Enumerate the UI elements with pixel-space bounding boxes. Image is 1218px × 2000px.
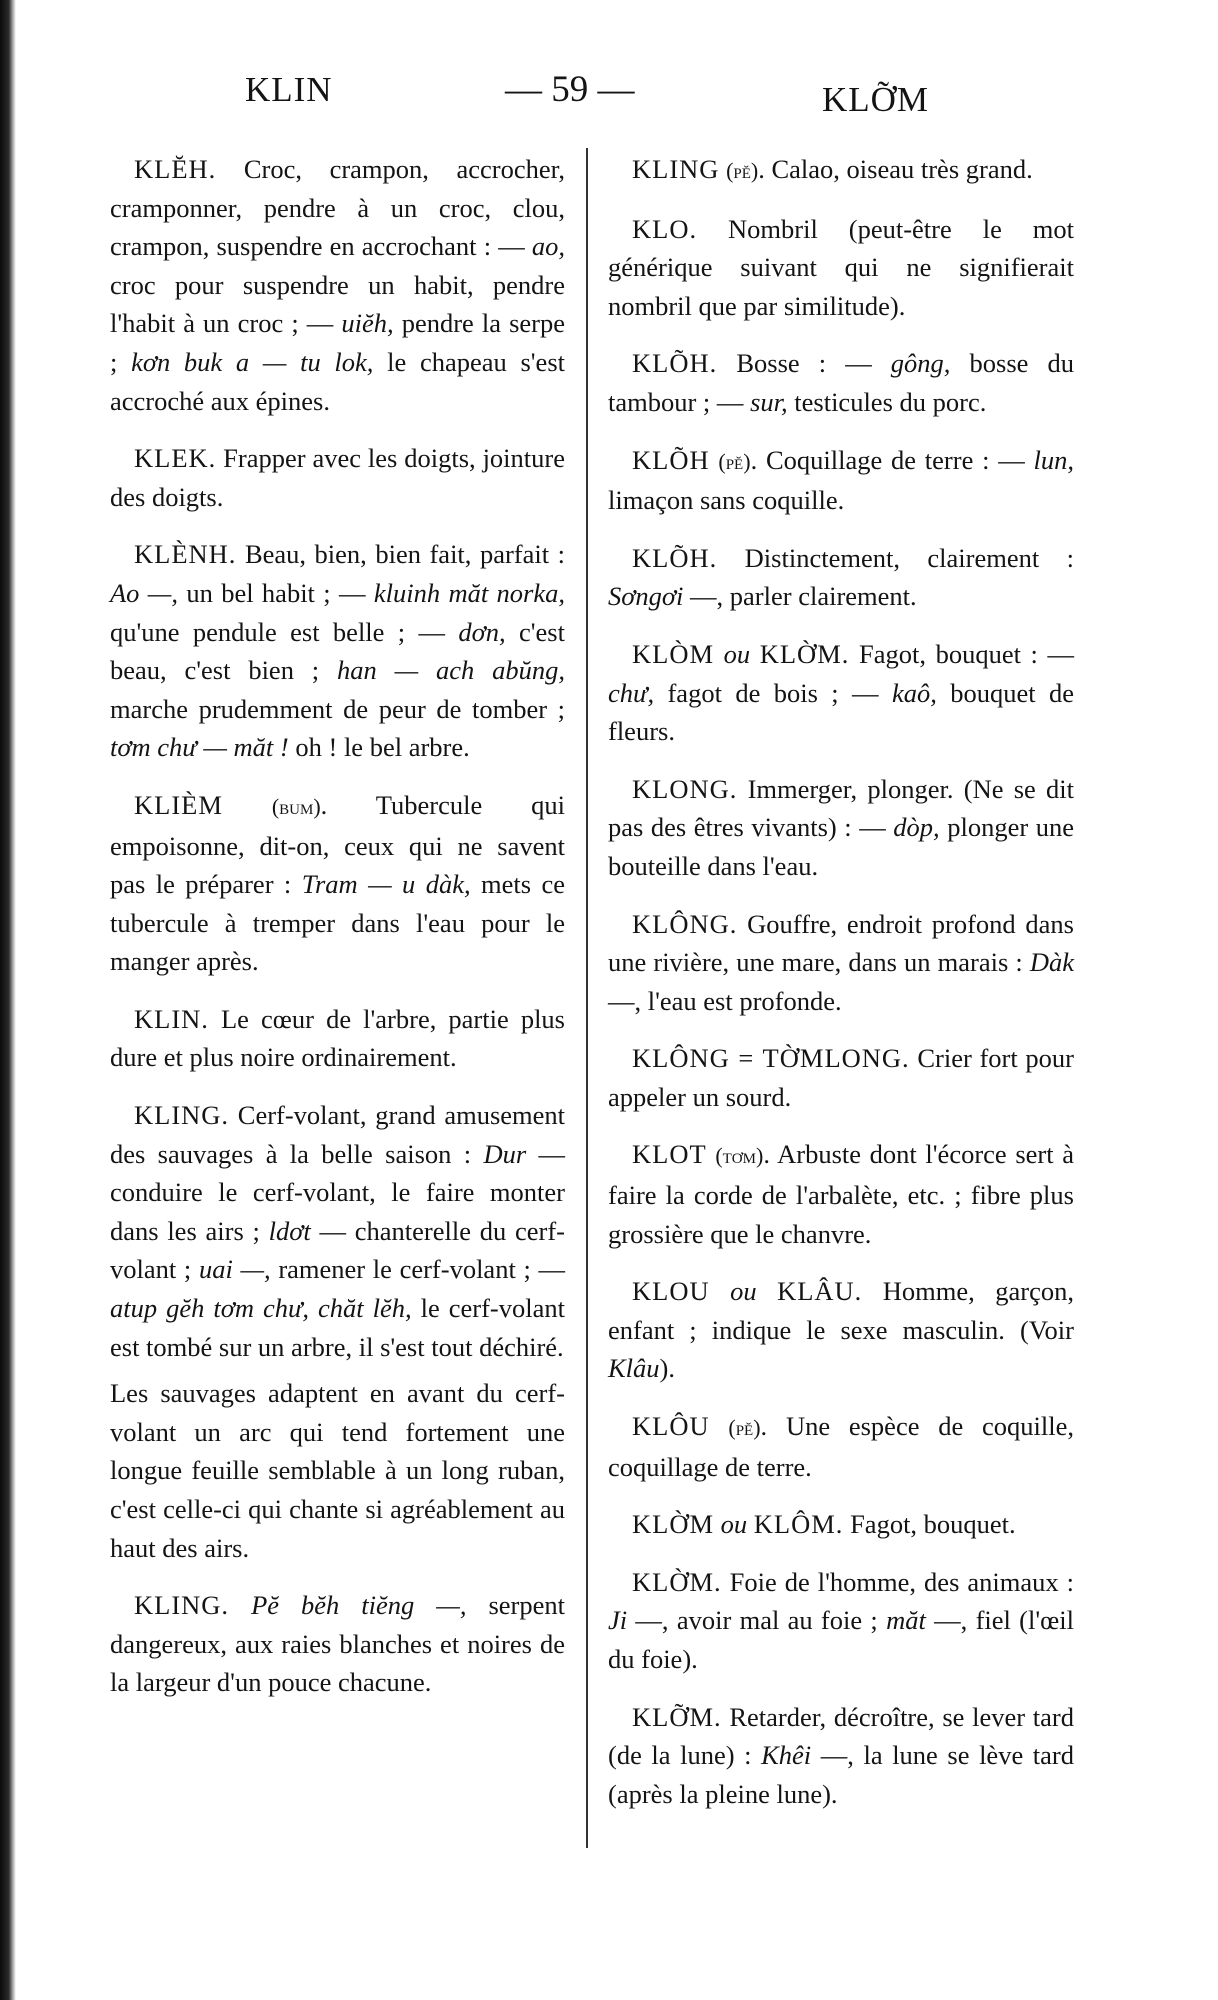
definition: . Tubercule qui empoisonne, dit-on, ceux qui ne savent pas le préparer : bbox=[110, 789, 565, 900]
definition: pendre la serpe ; bbox=[110, 308, 565, 377]
definition: bouquet de fleurs. bbox=[608, 677, 1074, 747]
definition: marche prudemment de peur de tomber ; bbox=[110, 693, 565, 724]
example: kaô, bbox=[891, 677, 937, 708]
definition: Fagot, bouquet : — bbox=[849, 638, 1075, 669]
headword: KLIÈM bbox=[134, 789, 223, 820]
definition: bosse du tambour ; — bbox=[608, 348, 1074, 417]
example: uai —, bbox=[198, 1254, 271, 1285]
dictionary-entry bbox=[608, 1039, 1074, 1116]
definition: — chanterelle du cerf-volant ; bbox=[110, 1215, 565, 1285]
definition: testicules du porc. bbox=[787, 386, 987, 417]
headword: KLĔH. bbox=[134, 154, 217, 184]
example: atup gĕh tơm chư, chăt lĕh, bbox=[110, 1293, 412, 1324]
dictionary-entry bbox=[608, 1698, 1074, 1814]
example: lun, bbox=[1033, 444, 1075, 475]
definition: . Calao, oiseau très grand. bbox=[758, 154, 1033, 184]
definition: —, fiel (l'œil du foie). bbox=[608, 1605, 1074, 1674]
definition: le cerf-volant est tombé sur un arbre, il s'est tout déchiré. bbox=[110, 1293, 565, 1362]
example: Dur bbox=[483, 1138, 527, 1169]
dictionary-entry bbox=[608, 1563, 1074, 1679]
example: Ao —, bbox=[110, 577, 178, 608]
definition: Immerger, plonger. (Ne se dit pas des êtres vivants) : — bbox=[608, 773, 1074, 843]
dictionary-entry bbox=[110, 1000, 565, 1077]
dictionary-entry bbox=[608, 150, 1074, 191]
dictionary-entry bbox=[608, 770, 1074, 886]
definition: —, avoir mal au foie ; bbox=[627, 1605, 887, 1636]
example: ou bbox=[714, 638, 760, 669]
definition: croc pour suspendre un habit, pendre l'habit à un croc ; — bbox=[110, 269, 565, 339]
headword: KLING bbox=[632, 154, 720, 184]
running-header bbox=[0, 70, 1218, 130]
example: kluinh măt norka, bbox=[373, 577, 566, 608]
definition: . Coquillage de terre : — bbox=[750, 444, 1034, 475]
definition: plonger une bouteille dans l'eau. bbox=[608, 812, 1074, 881]
note-paragraph bbox=[110, 1374, 565, 1567]
definition: Croc, crampon, accrocher, cramponner, pendre à un croc, clou, crampon, suspendre en accrochant : — bbox=[110, 154, 565, 262]
definition: Beau, bien, bien fait, parfait : bbox=[236, 539, 565, 570]
dictionary-entry bbox=[110, 535, 565, 767]
headword: KLÕH bbox=[632, 444, 710, 475]
category-tag: (pĕ) bbox=[728, 1415, 761, 1441]
dictionary-entry bbox=[608, 1272, 1074, 1388]
example: tơm chư — măt ! bbox=[110, 732, 289, 763]
definition: ). bbox=[659, 1353, 675, 1384]
definition: Bosse : — bbox=[717, 348, 891, 379]
category-tag: (pĕ) bbox=[726, 158, 759, 183]
definition: —, parler clairement. bbox=[683, 581, 917, 612]
definition: Le cœur de l'arbre, partie plus dure et plus noire ordinairement. bbox=[110, 1003, 565, 1073]
example: dòp, bbox=[893, 812, 940, 843]
dictionary-entry bbox=[608, 1505, 1074, 1544]
definition: . Arbuste dont l'écorce sert à faire la corde de l'arbalète, etc. ; fibre plus grossière que le chanvre. bbox=[608, 1139, 1075, 1249]
headword: KLÔM. bbox=[753, 1509, 844, 1540]
headword: KLONG. bbox=[632, 773, 738, 804]
example: kơn buk a — tu lok, bbox=[131, 346, 374, 377]
category-tag: (tơm) bbox=[715, 1143, 764, 1169]
headword: KLỠM. bbox=[632, 1701, 722, 1732]
example: ou bbox=[714, 1509, 754, 1540]
definition: Crier fort pour appeler un sourd. bbox=[608, 1043, 1074, 1112]
page-number: — 59 — bbox=[505, 69, 635, 110]
headword: KLING. bbox=[134, 1100, 230, 1131]
definition: le chapeau s'est accroché aux épines. bbox=[110, 346, 565, 416]
dictionary-entry bbox=[608, 210, 1074, 326]
dictionary-entry bbox=[110, 786, 565, 981]
dictionary-entry bbox=[608, 344, 1074, 421]
definition: qu'une pendule est belle ; — bbox=[110, 616, 459, 647]
definition: serpent dangereux, aux raies blanches et noires de la largeur d'un pouce chacune. bbox=[110, 1590, 565, 1698]
headword: KLÕH. bbox=[632, 542, 718, 573]
definition: —, la lune se lève tard (après la pleine lune). bbox=[608, 1740, 1074, 1809]
example: Khêi bbox=[761, 1740, 812, 1771]
left-column bbox=[110, 150, 565, 1721]
headword: KLÈNH. bbox=[134, 539, 237, 570]
definition: ramener le cerf-volant ; — bbox=[270, 1254, 565, 1285]
headword: KLÔNG = TỜMLONG. bbox=[632, 1043, 910, 1074]
example: sur, bbox=[750, 386, 788, 417]
headword: KLỜM. bbox=[632, 1566, 722, 1597]
example: han — ach abŭng, bbox=[337, 655, 565, 686]
example: Pĕ bĕh tiĕng —, bbox=[229, 1590, 467, 1621]
definition: Distinctement, clairement : bbox=[717, 542, 1074, 573]
headword: KLÕH. bbox=[632, 348, 718, 379]
category-tag: (bum) bbox=[271, 793, 321, 819]
dictionary-entry bbox=[608, 441, 1074, 520]
dictionary-entry bbox=[110, 1586, 565, 1702]
definition: . Une espèce de coquille, coquillage de terre. bbox=[608, 1411, 1074, 1482]
dictionary-entry bbox=[608, 1407, 1074, 1486]
headword: KLEK. bbox=[134, 443, 217, 474]
example: ao, bbox=[531, 231, 565, 262]
dictionary-entry bbox=[608, 539, 1074, 616]
definition: fagot de bois ; — bbox=[654, 677, 892, 708]
definition: — conduire le cerf-volant, le faire monter dans les airs ; bbox=[110, 1138, 566, 1246]
example: gông, bbox=[890, 348, 951, 379]
headword: KLOU bbox=[632, 1276, 710, 1307]
definition: Homme, garçon, enfant ; indique le sexe masculin. (Voir bbox=[608, 1276, 1074, 1345]
headword: KLÒM bbox=[632, 638, 715, 669]
headword: KLO. bbox=[632, 213, 698, 244]
headword: KLIN. bbox=[134, 1003, 209, 1034]
headword: KLING. bbox=[134, 1590, 230, 1621]
header-left-word: KLIN bbox=[245, 70, 333, 109]
definition: —, l'eau est profonde. bbox=[608, 985, 842, 1016]
definition: Retarder, décroître, se lever tard (de la lune) : bbox=[608, 1701, 1074, 1771]
definition: Gouffre, endroit profond dans une rivière, une mare, dans un marais : bbox=[608, 908, 1074, 978]
note-text: Les sauvages adaptent en avant du cerf-volant un arc qui tend fortement une longue feuille semblable à un long ruban, c'est celle-ci qui chante si agréablement au haut des airs. bbox=[110, 1378, 565, 1563]
definition: mets ce tubercule à tremper dans l'eau pour le manger après. bbox=[110, 869, 565, 977]
right-column bbox=[608, 150, 1074, 1832]
example: Ji bbox=[608, 1605, 628, 1636]
dictionary-entry bbox=[110, 439, 565, 516]
dictionary-entry bbox=[608, 635, 1074, 751]
category-tag: (pĕ) bbox=[718, 448, 751, 474]
definition: Foie de l'homme, des animaux : bbox=[721, 1566, 1074, 1597]
dictionary-entry bbox=[110, 150, 565, 420]
example: ldơt bbox=[268, 1215, 311, 1246]
example: măt bbox=[886, 1605, 926, 1636]
definition: c'est beau, c'est bien ; bbox=[110, 616, 565, 686]
headword: KLÂU. bbox=[777, 1276, 863, 1307]
example: Dàk bbox=[1029, 947, 1074, 978]
headword: KLỜM. bbox=[759, 638, 850, 669]
example: ou bbox=[709, 1276, 778, 1307]
headword: KLÔU bbox=[632, 1411, 710, 1442]
definition: Nombril (peut-être le mot générique suivant qui ne signifierait nombril que par similitude). bbox=[608, 213, 1074, 321]
example: chư, bbox=[608, 677, 655, 708]
header-right-word: KLỠM bbox=[822, 80, 930, 119]
column-divider bbox=[586, 148, 588, 1848]
dictionary-entry bbox=[608, 905, 1074, 1021]
definition: Frapper avec les doigts, jointure des doigts. bbox=[110, 443, 565, 512]
definition: oh ! le bel arbre. bbox=[288, 732, 470, 763]
definition: limaçon sans coquille. bbox=[608, 485, 845, 516]
example: dơn, bbox=[458, 616, 506, 647]
dictionary-entry bbox=[608, 1135, 1074, 1253]
page-binding-edge bbox=[0, 0, 16, 2000]
dictionary-entry bbox=[110, 1096, 565, 1366]
example: Sơngơi bbox=[608, 581, 684, 612]
headword: KLÔNG. bbox=[632, 908, 738, 939]
headword: KLỜM bbox=[632, 1509, 715, 1540]
headword: KLOT bbox=[632, 1139, 707, 1170]
definition: un bel habit ; — bbox=[177, 577, 374, 608]
example: Tram — u dàk, bbox=[301, 869, 471, 900]
definition: Fagot, bouquet. bbox=[843, 1509, 1016, 1540]
example: Klâu bbox=[608, 1353, 660, 1384]
definition: Cerf-volant, grand amusement des sauvages à la belle saison : bbox=[110, 1100, 565, 1169]
example: uiĕh, bbox=[341, 308, 394, 339]
